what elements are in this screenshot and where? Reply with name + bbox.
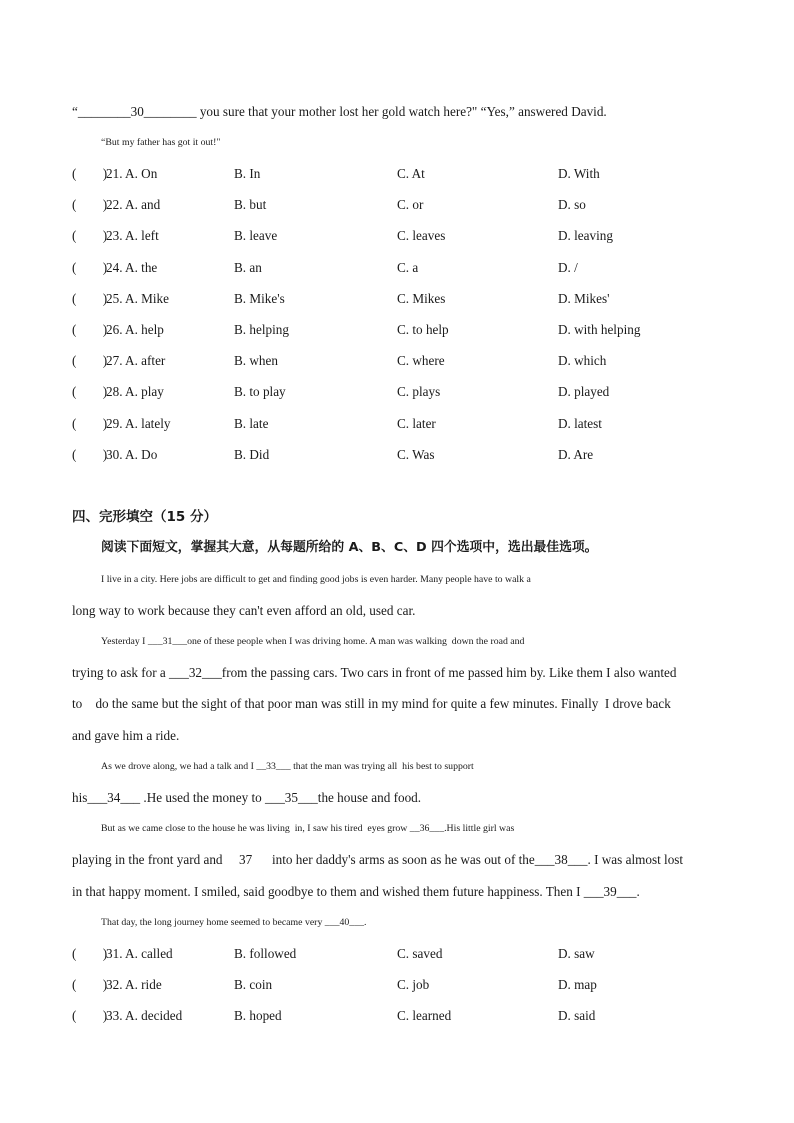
- option-b: B. when: [234, 353, 278, 368]
- section-heading: 四、完形填空（15 分）: [72, 509, 217, 525]
- passage-line: his___34___ .He used the money to ___35___the house and food.: [72, 790, 422, 805]
- option-b: B. Mike's: [234, 291, 285, 306]
- option-d: D. so: [558, 197, 586, 212]
- answer-blank[interactable]: ( ): [72, 353, 108, 368]
- passage-line: to do the same but the sight of that poor man was still in my mind for quite a few minutes. Finally I drove back: [72, 696, 671, 711]
- option-d: D. Mikes': [558, 291, 610, 306]
- option-b: B. followed: [234, 946, 297, 961]
- answer-blank[interactable]: ( ): [72, 447, 108, 462]
- option-c: C. learned: [397, 1008, 452, 1023]
- option-a: 26. A. help: [106, 322, 164, 337]
- answer-blank[interactable]: ( ): [72, 166, 108, 181]
- option-d: D. which: [558, 353, 607, 368]
- passage-line: trying to ask for a ___32___from the passing cars. Two cars in front of me passed him by. Like them I also wanted: [72, 665, 677, 680]
- passage-line: That day, the long journey home seemed to became very ___40___.: [101, 917, 367, 928]
- option-c: C. or: [397, 197, 424, 212]
- option-d: D. latest: [558, 416, 602, 431]
- option-a: 30. A. Do: [106, 447, 158, 462]
- option-c: C. later: [397, 416, 436, 431]
- option-b: B. hoped: [234, 1008, 282, 1023]
- passage-line: in that happy moment. I smiled, said goodbye to them and wished them future happiness. Then I ___39___.: [72, 884, 640, 899]
- option-c: C. plays: [397, 384, 441, 399]
- question-row: [72, 415, 732, 433]
- question-row: [72, 976, 732, 994]
- option-b: B. Did: [234, 447, 270, 462]
- option-c: C. to help: [397, 322, 449, 337]
- answer-blank[interactable]: ( ): [72, 228, 108, 243]
- option-b: B. leave: [234, 228, 278, 243]
- option-b: B. to play: [234, 384, 286, 399]
- question-row: [72, 352, 732, 370]
- option-a: 25. A. Mike: [106, 291, 170, 306]
- option-a: 32. A. ride: [106, 977, 162, 992]
- option-c: C. Was: [397, 447, 435, 462]
- option-b: B. late: [234, 416, 269, 431]
- option-a: 27. A. after: [106, 353, 166, 368]
- question-row: [72, 383, 732, 401]
- option-d: D. With: [558, 166, 600, 181]
- passage-line: But as we came close to the house he was living in, I saw his tired eyes grow __36___.His little girl was: [101, 823, 515, 834]
- question-row: [72, 945, 732, 963]
- option-c: C. Mikes: [397, 291, 446, 306]
- answer-blank[interactable]: ( ): [72, 416, 108, 431]
- answer-blank[interactable]: ( ): [72, 946, 108, 961]
- option-d: D. said: [558, 1008, 596, 1023]
- answer-blank[interactable]: ( ): [72, 291, 108, 306]
- option-a: 23. A. left: [106, 228, 159, 243]
- option-b: B. coin: [234, 977, 273, 992]
- option-c: C. saved: [397, 946, 443, 961]
- option-a: 28. A. play: [106, 384, 164, 399]
- option-d: D. with helping: [558, 322, 641, 337]
- section-instruction: 阅读下面短文，掌握其大意，从每题所给的 A、B、C、D 四个选项中，选出最佳选项。: [101, 540, 598, 555]
- option-a: 31. A. called: [106, 946, 173, 961]
- option-d: D. Are: [558, 447, 594, 462]
- option-d: D. played: [558, 384, 610, 399]
- answer-blank[interactable]: ( ): [72, 197, 108, 212]
- passage-line: long way to work because they can't even afford an old, used car.: [72, 603, 416, 618]
- question-row: [72, 196, 732, 214]
- option-a: 22. A. and: [106, 197, 161, 212]
- option-d: D. leaving: [558, 228, 613, 243]
- passage-line: playing in the front yard and 37 into her daddy's arms as soon as he was out of the___38___. I was almost lost: [72, 852, 684, 867]
- option-c: C. a: [397, 260, 419, 275]
- passage-line: “But my father has got it out!": [101, 137, 221, 148]
- option-a: 33. A. decided: [106, 1008, 183, 1023]
- question-row: [72, 165, 732, 183]
- answer-blank[interactable]: ( ): [72, 977, 108, 992]
- answer-blank[interactable]: ( ): [72, 384, 108, 399]
- option-b: B. an: [234, 260, 262, 275]
- option-d: D. saw: [558, 946, 595, 961]
- passage-line: and gave him a ride.: [72, 728, 180, 743]
- passage-line: I live in a city. Here jobs are difficult to get and finding good jobs is even harder. Many people have to walk a: [101, 574, 531, 585]
- question-row: [72, 290, 732, 308]
- option-c: C. job: [397, 977, 430, 992]
- option-d: D. /: [558, 260, 578, 275]
- option-d: D. map: [558, 977, 597, 992]
- question-row: [72, 259, 732, 277]
- option-b: B. but: [234, 197, 267, 212]
- question-row: [72, 446, 732, 464]
- option-a: 21. A. On: [106, 166, 158, 181]
- question-row: [72, 227, 732, 245]
- question-row: [72, 1007, 732, 1025]
- answer-blank[interactable]: ( ): [72, 322, 108, 337]
- answer-blank[interactable]: ( ): [72, 260, 108, 275]
- passage-line: “________30________ you sure that your mother lost her gold watch here?" “Yes,” answered David.: [72, 104, 607, 119]
- option-a: 29. A. lately: [106, 416, 171, 431]
- option-a: 24. A. the: [106, 260, 158, 275]
- option-b: B. In: [234, 166, 261, 181]
- question-row: [72, 321, 732, 339]
- option-b: B. helping: [234, 322, 289, 337]
- option-c: C. where: [397, 353, 445, 368]
- option-c: C. leaves: [397, 228, 446, 243]
- answer-blank[interactable]: ( ): [72, 1008, 108, 1023]
- passage-line: Yesterday I ___31___one of these people when I was driving home. A man was walking down the road and: [101, 636, 525, 647]
- option-c: C. At: [397, 166, 425, 181]
- passage-line: As we drove along, we had a talk and I __33___ that the man was trying all his best to support: [101, 761, 474, 772]
